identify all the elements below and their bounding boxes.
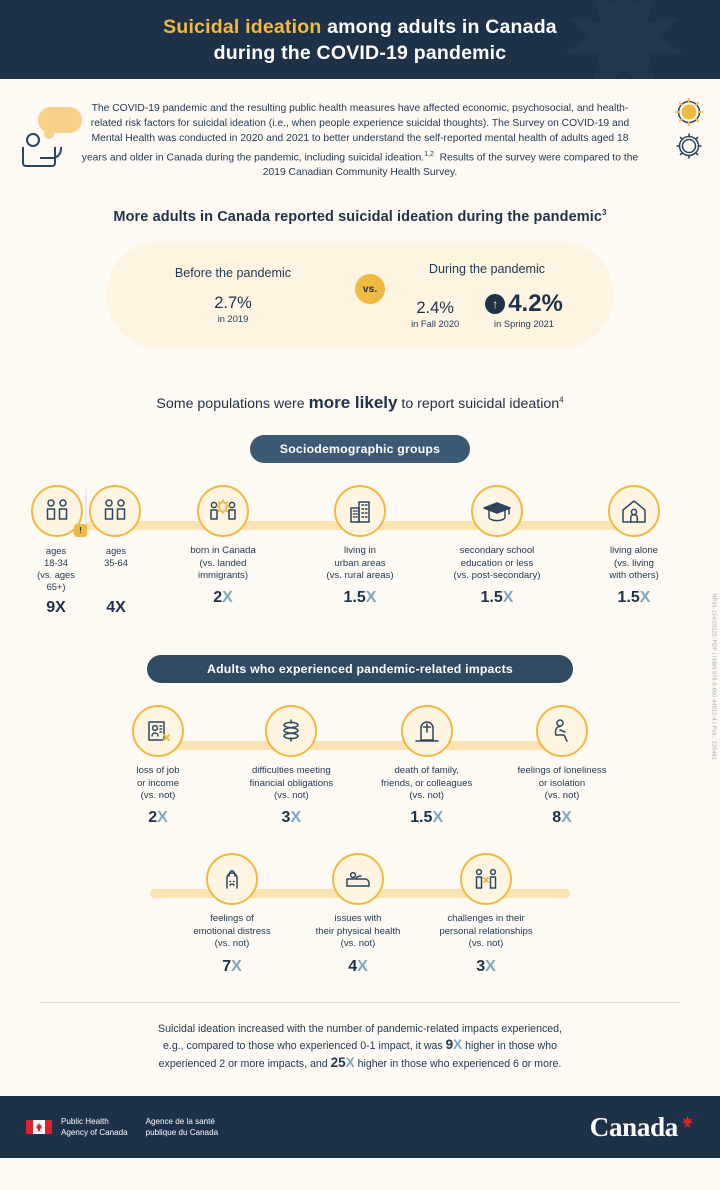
- lonely-person-icon: [536, 705, 588, 757]
- living-alone-label: living alone (vs. living with others): [609, 545, 659, 582]
- section2-heading-post: to report suicidal ideation: [397, 396, 560, 413]
- age-group-right-label: ages 35-64: [104, 546, 128, 569]
- bed-rest-icon: [332, 853, 384, 905]
- born-in-canada-multiplier: 2X: [213, 589, 233, 607]
- emotional-distress-multiplier: 7X: [222, 957, 242, 975]
- footnote-line-2: e.g., compared to those who experienced 0-1 impact, it was 9X higher in those who: [162, 1037, 557, 1053]
- page-subtitle: during the COVID-19 pandemic: [213, 42, 507, 64]
- urban-areas-multiplier: 1.5X: [343, 589, 377, 607]
- job-loss-label: loss of job or income (vs. not): [136, 765, 180, 802]
- house-person-icon: [608, 485, 660, 537]
- relationship-challenges-multiplier: 3X: [476, 957, 496, 975]
- section1-heading-superscript: 3: [602, 208, 607, 218]
- death-of-others-label: death of family, friends, or colleagues (vs. not): [381, 765, 473, 802]
- death-of-others-item: [363, 705, 491, 827]
- secondary-education-multiplier: 1.5X: [480, 589, 514, 607]
- intro-superscript: 1,2: [424, 150, 434, 158]
- virus-icon: [672, 95, 706, 129]
- urban-areas-label: living in urban areas (vs. rural areas): [326, 545, 394, 582]
- page-header: [0, 0, 720, 79]
- financial-difficulty-label: difficulties meeting financial obligations (vs. not): [249, 765, 334, 802]
- financial-difficulty-item: [229, 705, 353, 827]
- sociodemographic-items: [24, 485, 696, 617]
- living-alone-multiplier: 1.5X: [617, 589, 651, 607]
- page-footer: [0, 1096, 720, 1158]
- young-adults-icon: [31, 485, 83, 537]
- spring-2021-stat: [485, 290, 563, 329]
- catalogue-sidebar-text: HP35-154/2022E-PDF | ISBN 978-0-660-44812-4 | Pub.: 220461: [711, 593, 717, 760]
- department-name-fr: Agence de la santé publique du Canada: [145, 1117, 219, 1138]
- graduation-cap-icon: [471, 485, 523, 537]
- before-pandemic-title: Before the pandemic: [174, 266, 292, 281]
- emotional-distress-label: feelings of emotional distress (vs. not): [193, 913, 271, 950]
- financial-difficulty-multiplier: 3X: [281, 809, 302, 827]
- age-icons: [24, 485, 148, 537]
- physical-health-label: issues with their physical health (vs. not): [315, 913, 401, 950]
- emotional-distress-icon: [206, 853, 258, 905]
- impacts-banner-wrap: [0, 655, 720, 683]
- canada-wordmark: Canada: [590, 1112, 694, 1143]
- canada-flag-icon: [26, 1120, 52, 1134]
- comparison-card: [106, 241, 614, 349]
- death-of-others-multiplier: 1.5X: [410, 809, 444, 827]
- department-name-en: Public Health Agency of Canada: [61, 1117, 128, 1138]
- page-title-rest: among adults in Canada: [321, 16, 557, 38]
- sociodemographic-banner: Sociodemographic groups: [250, 435, 470, 463]
- intro-section: [0, 79, 720, 186]
- job-loss-multiplier: 2X: [148, 809, 168, 827]
- middle-aged-adults-icon: [89, 485, 141, 537]
- gravestone-icon: [401, 705, 453, 757]
- living-alone-item: [572, 485, 696, 617]
- age-group-item: [24, 485, 148, 617]
- job-loss-item: [96, 705, 220, 827]
- fall-2020-value: 2.4%: [416, 298, 454, 317]
- intro-paragraph: [58, 101, 662, 180]
- before-pandemic-stat: [214, 294, 252, 324]
- two-people-conflict-icon: [460, 853, 512, 905]
- impacts-row-1-items: [96, 705, 624, 827]
- physical-health-multiplier: 4X: [348, 957, 368, 975]
- during-pandemic-column: [360, 262, 614, 329]
- page-title-highlight: Suicidal ideation: [163, 16, 322, 38]
- coins-money-icon: [265, 705, 317, 757]
- sociodemographic-row: [0, 485, 720, 617]
- city-buildings-icon: [334, 485, 386, 537]
- loneliness-item: [500, 705, 624, 827]
- sociodemographic-banner-wrap: [0, 435, 720, 463]
- virus-icon-small: [674, 131, 704, 161]
- vs-badge: vs.: [355, 274, 385, 304]
- page-title: [0, 14, 720, 66]
- born-in-canada-item: [161, 485, 285, 617]
- thinking-person-icon: [22, 107, 84, 171]
- loneliness-label: feelings of loneliness or isolation (vs. not): [517, 765, 607, 802]
- footnote-section: [40, 1002, 680, 1073]
- section2-heading-superscript: 4: [559, 395, 564, 405]
- section2-heading-pre: Some populations were: [156, 396, 309, 413]
- during-pandemic-title: During the pandemic: [428, 261, 546, 276]
- job-loss-icon: [132, 705, 184, 757]
- age-group-left-label: ages 18-34 (vs. ages 65+): [37, 546, 75, 593]
- footnote-line-1: Suicidal ideation increased with the number of pandemic-related impacts experienced,: [158, 1022, 562, 1035]
- maple-leaf-people-icon: [197, 485, 249, 537]
- section1-heading-text: More adults in Canada reported suicidal ideation during the pandemic: [113, 209, 603, 226]
- intro-text-end: Results of the survey were compared to the 2019 Canadian Community Health Survey.: [262, 152, 639, 179]
- secondary-education-label: secondary school education or less (vs. post-secondary): [453, 545, 541, 582]
- section2-heading: [0, 393, 720, 413]
- loneliness-multiplier: 8X: [552, 809, 572, 827]
- warning-badge-icon: !: [74, 524, 87, 537]
- before-pandemic-column: [106, 266, 360, 324]
- spring-2021-sub: in Spring 2021: [494, 318, 555, 329]
- fall-2020-sub: in Fall 2020: [411, 318, 460, 329]
- footnote-line-3: experienced 2 or more impacts, and 25X higher in those who experienced 6 or more.: [158, 1054, 562, 1070]
- secondary-education-item: [435, 485, 559, 617]
- born-in-canada-label: born in Canada (vs. landed immigrants): [190, 545, 256, 582]
- impacts-row-2-items: [170, 853, 550, 975]
- up-arrow-icon: ↑: [485, 294, 505, 314]
- fall-2020-stat: [411, 299, 459, 329]
- relationship-challenges-item: [422, 853, 550, 975]
- age-group-left-multiplier: 9X: [46, 599, 66, 617]
- intro-text: The COVID-19 pandemic and the resulting public health measures have affected economic, psychosocial, and health-related risk factors for suicidal ideation (i.e., when people experience suicidal thoughts). The Survey on COVID-19 and Mental Health was conducted in 2020 and 2021 to better understand the self-reported mental health of adults aged 18 years and older in Canada during the pandemic, including suicidal ideation.: [81, 103, 630, 164]
- impacts-row-2: [0, 853, 720, 975]
- age-group-right-multiplier: 4X: [106, 599, 126, 617]
- section1-heading: [0, 208, 720, 225]
- before-pandemic-value: 2.7%: [214, 294, 252, 313]
- impacts-banner: Adults who experienced pandemic-related impacts: [147, 655, 573, 683]
- impacts-row-1: [0, 705, 720, 827]
- before-pandemic-sub: in 2019: [217, 314, 249, 325]
- comparison-wrapper: [0, 241, 720, 349]
- physical-health-item: [296, 853, 420, 975]
- relationship-challenges-label: challenges in their personal relationships (vs. not): [439, 913, 533, 950]
- section2-heading-bold: more likely: [308, 393, 398, 413]
- urban-areas-item: [298, 485, 422, 617]
- emotional-distress-item: [170, 853, 294, 975]
- spring-2021-value: 4.2%: [508, 289, 563, 317]
